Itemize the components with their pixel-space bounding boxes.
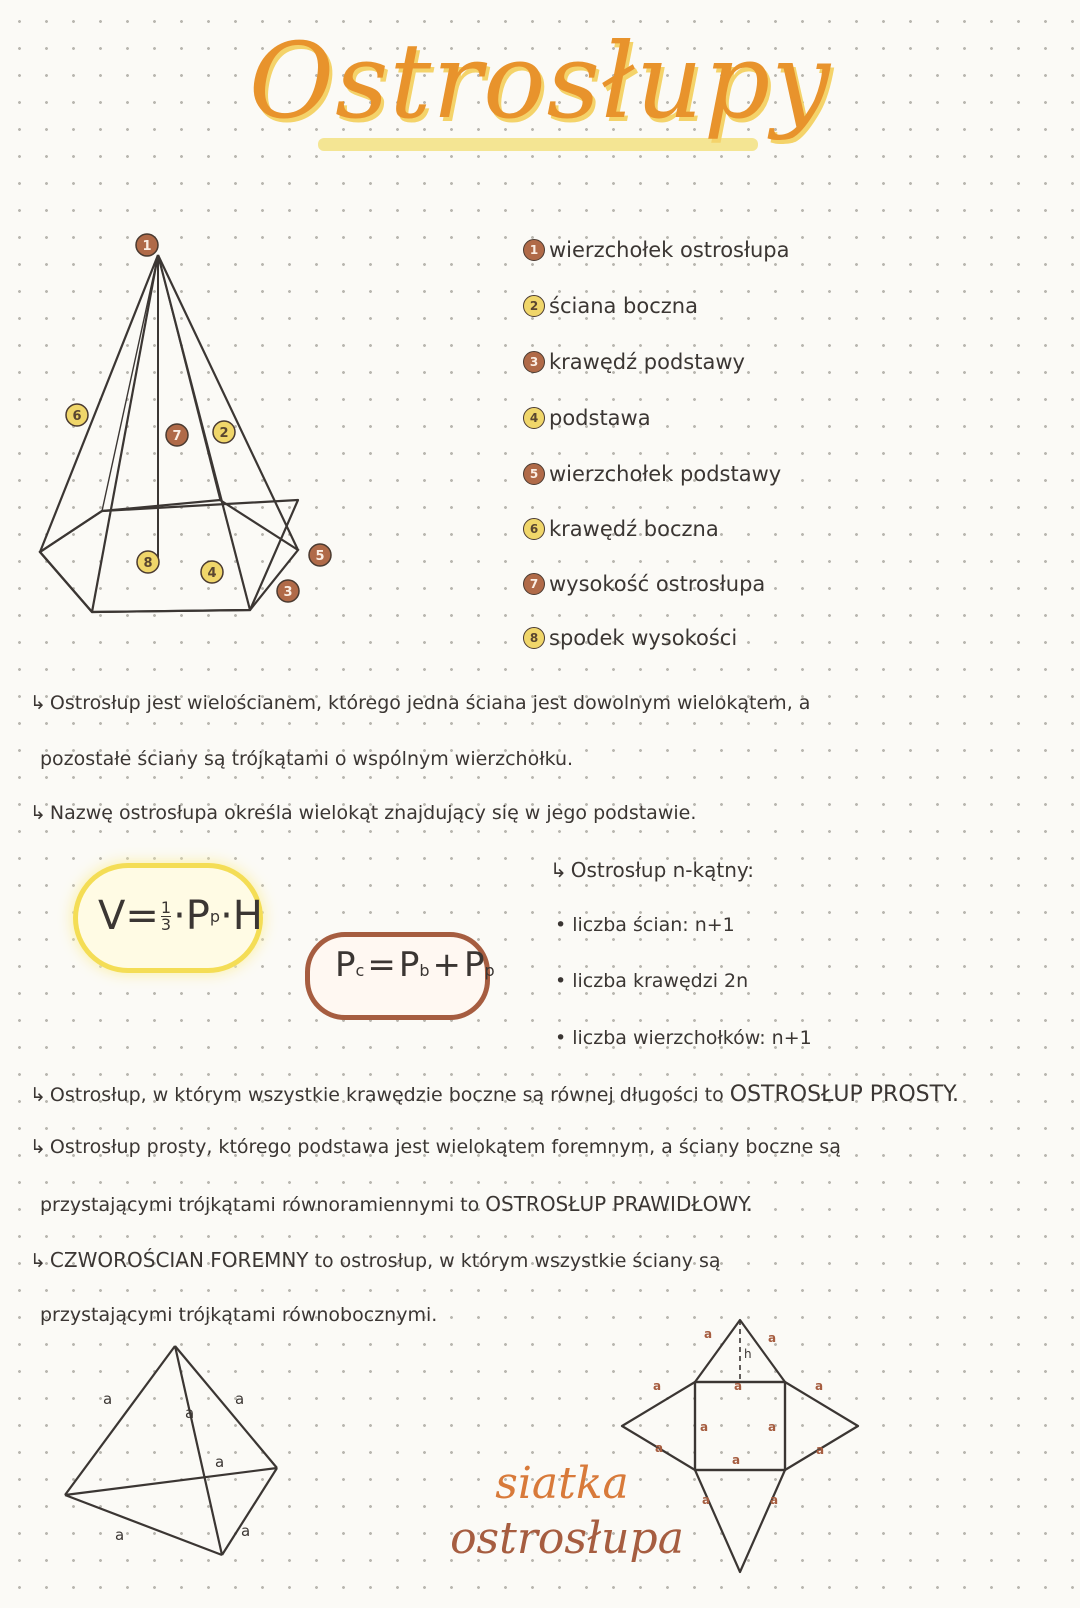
edge-label: a [768,1420,777,1434]
lateral-edge-hidden [102,255,158,511]
definition-line: przystającymi trójkątami równoramiennymi to OSTROSŁUP PRAWIDŁOWY. [40,1192,753,1216]
edge-label: a [241,1522,251,1540]
edge-label: a [816,1443,825,1457]
tetrahedron-diagram [55,1340,305,1575]
pyramid-diagram [30,225,350,635]
legend-number: 6 [523,518,545,540]
legend-item [523,290,698,322]
marker-2: 2 [219,426,229,441]
arrow-icon: ↳ [30,1084,46,1106]
height-label: h [744,1347,752,1361]
edge-label: a [768,1331,777,1345]
edge-label: a [700,1420,709,1434]
legend-number: 8 [523,627,545,649]
marker-6: 6 [72,409,82,424]
marker-8: 8 [143,556,153,571]
legend-item [523,568,765,600]
n-gon-title: ↳ Ostrosłup n-kątny: [550,858,754,882]
edge-label: a [702,1493,711,1507]
edge-label: a [704,1327,713,1341]
definition-line: ↳ Nazwę ostrosłupa określa wielokąt znajdujący się w jego podstawie. [30,802,697,824]
legend-label: spodek wysokości [549,626,738,650]
legend-number: 3 [523,351,545,373]
definition-line: ↳ Ostrosłup jest wielościanem, którego jedna ściana jest dowolnym wielokątem, a [30,692,811,714]
definition-line: pozostałe ściany są trójkątami o wspólnym wierzchołku. [40,748,574,770]
legend-item [523,402,651,434]
legend-number: 2 [523,295,545,317]
legend-label: ściana boczna [549,294,698,318]
net-title-line1: siatka [495,1458,629,1509]
legend-label: wysokość ostrosłupa [549,572,766,596]
arrow-icon: ↳ [30,1250,46,1272]
definition-line: przystającymi trójkątami równobocznymi. [40,1304,438,1326]
legend-item [523,346,745,378]
legend-label: wierzchołek podstawy [549,462,782,486]
definition-line: ↳ Ostrosłup prosty, którego podstawa jest wielokątem foremnym, a ściany boczne są [30,1136,841,1158]
edge-label: a [734,1379,743,1393]
legend-label: podstawa [549,406,651,430]
legend-label: wierzchołek ostrosłupa [549,238,790,262]
marker-5: 5 [315,549,325,564]
edge-label: a [185,1404,195,1422]
net-title-line2: ostrosłupa [450,1513,684,1564]
legend-number: 4 [523,407,545,429]
page-title: Ostrosłupy [248,20,832,142]
legend-number: 5 [523,463,545,485]
edge-label: a [215,1453,225,1471]
legend-item [523,458,781,490]
legend-label: krawędź boczna [549,517,719,541]
arrow-icon: ↳ [30,1136,46,1158]
n-gon-item: • liczba krawędzi 2n [555,970,749,992]
pyramid-net-diagram [620,1312,870,1582]
edge-label: a [235,1390,245,1408]
arrow-icon: ↳ [30,692,46,714]
legend-item [523,513,719,545]
edge-label: a [103,1390,113,1408]
arrow-icon: ↳ [30,802,46,824]
marker-7: 7 [172,429,182,444]
volume-formula: V = $\frac{1}{3}$ · P p · H [98,893,263,939]
legend-number: 1 [523,239,545,261]
edge-label: a [655,1441,664,1455]
edge-label: a [653,1379,662,1393]
legend-label: krawędź podstawy [549,350,745,374]
area-formula: P c = P b + P p [335,945,495,985]
n-gon-item: • liczba wierzchołków: n+1 [555,1027,812,1049]
edge-label: a [815,1379,824,1393]
lateral-edge-hidden [158,255,220,500]
marker-1: 1 [142,239,152,254]
legend-item [523,622,737,654]
edge-label: a [115,1526,125,1544]
definition-line: ↳ Ostrosłup, w którym wszystkie krawędzie boczne są równej długości to OSTROSŁUP PROSTY. [30,1082,960,1107]
legend-item [523,234,789,266]
edge-label: a [732,1453,741,1467]
marker-4: 4 [207,566,217,581]
arrow-icon: ↳ [550,858,567,882]
edge-label: a [770,1493,779,1507]
legend-number: 7 [523,573,545,595]
marker-3: 3 [283,585,293,600]
definition-line: ↳ CZWOROŚCIAN FOREMNY to ostrosłup, w którym wszystkie ściany są [30,1248,721,1272]
n-gon-item: • liczba ścian: n+1 [555,914,735,936]
